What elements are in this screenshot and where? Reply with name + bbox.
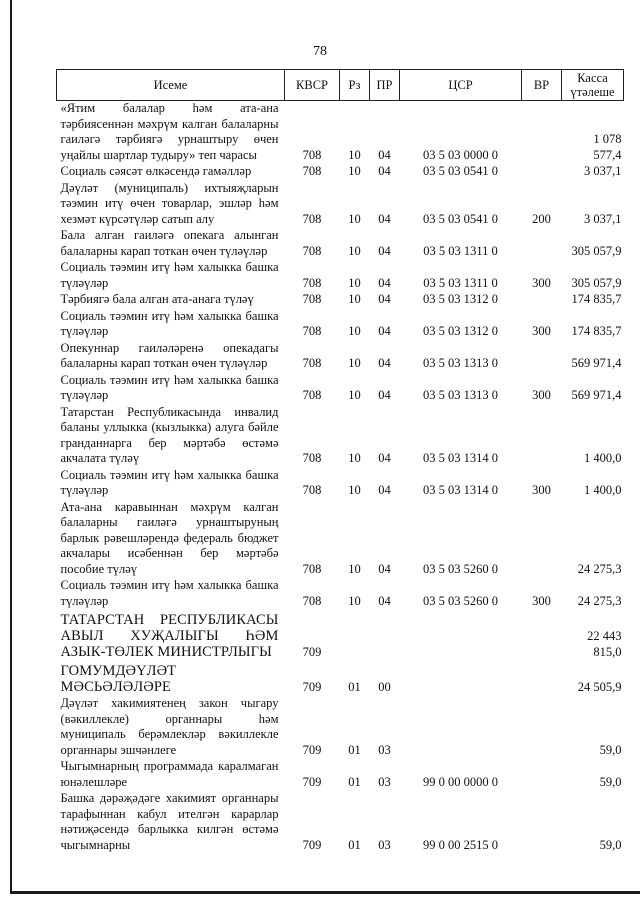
row-kvsr: 708 <box>302 164 322 178</box>
row-rz: 01 <box>348 742 361 757</box>
row-csr: 03 5 03 1313 0 <box>423 388 498 402</box>
row-amount: 1 078 577,4 <box>593 132 622 162</box>
row-csr: 03 5 03 1311 0 <box>423 243 498 258</box>
row-amount: 59,0 <box>599 774 622 789</box>
table-row <box>57 164 624 181</box>
row-pr: 04 <box>378 356 391 370</box>
row-rz: 10 <box>348 451 361 465</box>
row-amount: 305 057,9 <box>571 243 622 258</box>
row-csr: 03 5 03 1314 0 <box>423 483 498 497</box>
table-row <box>57 661 624 696</box>
row-pr: 04 <box>378 388 391 402</box>
row-csr <box>400 661 522 696</box>
row-pr: 04 <box>378 211 391 226</box>
row-name: Башка дәрәҗәдәге хакимият органнары тарафыннан кабул ителгән карарлар нәтиҗәсендә барлыкка килгән өстәмә чыгымнарны <box>60 791 279 852</box>
row-name: Тәрбиягә бала алган ата-анага түләү <box>60 292 254 306</box>
row-amount: 1 400,0 <box>584 451 622 465</box>
row-name: Социаль тәэмин итү һәм халыкка башка түләүләр <box>60 578 279 608</box>
row-pr: 04 <box>378 593 391 608</box>
row-rz: 10 <box>348 164 361 178</box>
row-rz: 10 <box>348 211 361 226</box>
row-kvsr: 709 <box>302 742 322 757</box>
row-name: Чыгымнарның программада каралмаган юнәлешләре <box>60 759 279 789</box>
row-kvsr: 708 <box>302 243 322 258</box>
row-name: Социаль тәэмин итү һәм халыкка башка түләүләр <box>60 308 279 338</box>
table-row <box>57 578 624 610</box>
row-vr <box>522 292 562 309</box>
row-name: Дәүләт (муниципаль) ихтыяҗларын тәэмин итү өчен товарлар, эшләр һәм хезмәт күрсәтүләр сатып алу <box>60 180 279 226</box>
row-kvsr: 708 <box>302 561 322 576</box>
row-csr: 03 5 03 5260 0 <box>423 561 498 576</box>
row-rz: 10 <box>348 356 361 370</box>
row-rz: 01 <box>348 837 361 852</box>
row-name: Социаль тәэмин итү һәм халыкка башка түләүләр <box>60 467 279 497</box>
row-pr: 04 <box>378 292 391 306</box>
row-rz: 10 <box>348 593 361 608</box>
row-vr <box>522 164 562 181</box>
page-number: 78 <box>313 44 327 59</box>
row-vr <box>522 500 562 579</box>
row-rz <box>340 610 370 661</box>
scan-border-left <box>10 0 12 893</box>
row-vr <box>522 101 562 165</box>
row-pr: 04 <box>378 243 391 258</box>
row-amount: 305 057,9 <box>571 275 622 290</box>
row-rz: 10 <box>348 483 361 497</box>
row-pr: 04 <box>378 451 391 465</box>
header-csr: ЦСР <box>400 70 522 101</box>
row-amount: 59,0 <box>599 742 622 757</box>
row-amount: 24 505,9 <box>577 679 622 694</box>
row-pr: 04 <box>378 561 391 576</box>
row-vr: 300 <box>532 388 551 402</box>
row-vr <box>522 661 562 696</box>
row-csr: 99 0 00 2515 0 <box>423 837 498 852</box>
row-amount: 569 971,4 <box>571 388 622 402</box>
row-csr: 03 5 03 0000 0 <box>423 147 498 162</box>
table-row <box>57 791 624 854</box>
table-row <box>57 405 624 468</box>
table-body <box>57 101 624 855</box>
row-pr <box>370 610 400 661</box>
row-amount: 1 400,0 <box>584 483 622 497</box>
header-vr: ВР <box>522 70 562 101</box>
table-row <box>57 696 624 759</box>
table-row <box>57 101 624 165</box>
table-row <box>57 468 624 500</box>
row-kvsr: 708 <box>302 593 322 608</box>
row-csr: 03 5 03 1312 0 <box>423 292 498 306</box>
row-vr <box>522 759 562 791</box>
row-vr: 200 <box>532 211 551 226</box>
table-row <box>57 373 624 405</box>
row-kvsr: 708 <box>302 147 322 162</box>
row-rz: 10 <box>348 324 361 338</box>
row-pr: 03 <box>378 837 391 852</box>
row-rz: 10 <box>348 388 361 402</box>
row-name: Дәүләт хакимиятенең закон чыгару (вәкиллекле) органнары һәм муниципаль берәмлекләр вәкиллекле органнары эшчәнлеге <box>60 696 279 757</box>
header-amount: Касса үтәлеше <box>562 70 624 101</box>
table-row <box>57 309 624 341</box>
row-amount: 174 835,7 <box>571 292 622 306</box>
row-vr: 300 <box>532 483 551 497</box>
table-row <box>57 759 624 791</box>
row-amount: 3 037,1 <box>584 164 622 178</box>
row-kvsr: 709 <box>302 679 322 694</box>
row-csr <box>400 610 522 661</box>
row-kvsr: 708 <box>302 275 322 290</box>
row-csr: 03 5 03 1313 0 <box>423 356 498 370</box>
row-name: Социаль тәэмин итү һәм халыкка башка түләүләр <box>60 372 279 402</box>
row-pr: 04 <box>378 147 391 162</box>
row-rz: 10 <box>348 561 361 576</box>
row-rz: 10 <box>348 243 361 258</box>
row-csr: 03 5 03 1312 0 <box>423 324 498 338</box>
table-row <box>57 260 624 292</box>
table-header-row <box>57 70 624 101</box>
header-rz: Рз <box>340 70 370 101</box>
row-csr <box>400 696 522 759</box>
row-amount: 24 275,3 <box>577 561 622 576</box>
row-vr <box>522 405 562 468</box>
row-name: Ата-ана каравыннан мәхрүм калган балаларны гаиләгә урнаштыруның барлык рәвешләрендә федераль бюджет акчалары исәбеннән бер мәртәбә пособие түләү <box>60 499 279 576</box>
row-name: «Ятим балалар һәм ата-ана тәрбиясеннән мәхрүм калган балаларны гаиләгә тәрбиягә урнаштыру өчен уңайлы шартлар тудыру» теп чарасы <box>60 101 279 162</box>
row-amount: 569 971,4 <box>571 356 622 370</box>
row-pr: 03 <box>378 774 391 789</box>
row-vr <box>522 341 562 373</box>
row-pr: 04 <box>378 275 391 290</box>
row-name: Социаль сәясәт өлкәсендә гамәлләр <box>60 164 252 178</box>
row-kvsr: 708 <box>302 211 322 226</box>
row-amount: 174 835,7 <box>571 324 622 338</box>
row-kvsr: 708 <box>302 483 322 497</box>
row-kvsr: 708 <box>302 356 322 370</box>
row-amount: 22 443 815,0 <box>587 629 622 659</box>
row-pr: 04 <box>378 483 391 497</box>
row-pr: 03 <box>378 742 391 757</box>
row-csr: 03 5 03 1311 0 <box>423 275 498 290</box>
row-csr: 03 5 03 1314 0 <box>423 451 498 465</box>
row-pr: 04 <box>378 164 391 178</box>
row-vr: 300 <box>532 593 551 608</box>
row-pr: 00 <box>378 679 391 694</box>
row-kvsr: 709 <box>302 644 322 659</box>
row-name: Бала алган гаиләгә опекага алынган балаларны карап тоткан өчен түләүләр <box>60 228 279 258</box>
row-csr: 99 0 00 0000 0 <box>423 774 498 789</box>
row-vr: 300 <box>532 275 551 290</box>
row-csr: 03 5 03 5260 0 <box>423 593 498 608</box>
row-kvsr: 708 <box>302 451 322 465</box>
table-row <box>57 292 624 309</box>
row-kvsr: 709 <box>302 774 322 789</box>
row-name: ТАТАРСТАН РЕСПУБЛИКАСЫ АВЫЛ ХУҖАЛЫГЫ ҺӘМ АЗЫК-ТӨЛЕК МИНИСТРЛЫГЫ <box>60 612 279 660</box>
row-csr: 03 5 03 0541 0 <box>423 164 498 178</box>
row-kvsr: 709 <box>302 837 322 852</box>
row-amount: 59,0 <box>599 837 622 852</box>
header-name: Исеме <box>57 70 285 101</box>
scan-border-bottom <box>10 891 640 894</box>
row-vr <box>522 610 562 661</box>
row-amount: 3 037,1 <box>584 211 622 226</box>
budget-table <box>56 69 624 854</box>
row-rz: 01 <box>348 774 361 789</box>
row-csr: 03 5 03 0541 0 <box>423 211 498 226</box>
row-rz: 01 <box>348 679 361 694</box>
table-row <box>57 181 624 229</box>
header-pr: ПР <box>370 70 400 101</box>
row-kvsr: 708 <box>302 388 322 402</box>
row-kvsr: 708 <box>302 292 322 306</box>
row-kvsr: 708 <box>302 324 322 338</box>
row-name: Татарстан Республикасында инвалид баланы уллыкка (кызлыкка) алуга бәйле гранданнарга бер мәртәбә өстәмә акчалата түләү <box>60 404 279 465</box>
row-amount: 24 275,3 <box>577 593 622 608</box>
row-vr <box>522 228 562 260</box>
row-rz: 10 <box>348 147 361 162</box>
row-pr: 04 <box>378 324 391 338</box>
row-rz: 10 <box>348 275 361 290</box>
row-rz: 10 <box>348 292 361 306</box>
row-vr <box>522 696 562 759</box>
table-row <box>57 500 624 579</box>
row-vr: 300 <box>532 324 551 338</box>
row-vr <box>522 791 562 854</box>
header-kvsr: КВСР <box>285 70 340 101</box>
row-name: ГОМУМДӘҮЛӘТ МӘСЬӘЛӘЛӘРЕ <box>60 663 177 695</box>
table-row <box>57 228 624 260</box>
row-name: Опекуннар гаиләләренә опекадагы балаларны карап тоткан өчен түләүләр <box>60 340 279 370</box>
table-row <box>57 341 624 373</box>
table-row <box>57 610 624 661</box>
row-name: Социаль тәэмин итү һәм халыкка башка түләүләр <box>60 260 279 290</box>
